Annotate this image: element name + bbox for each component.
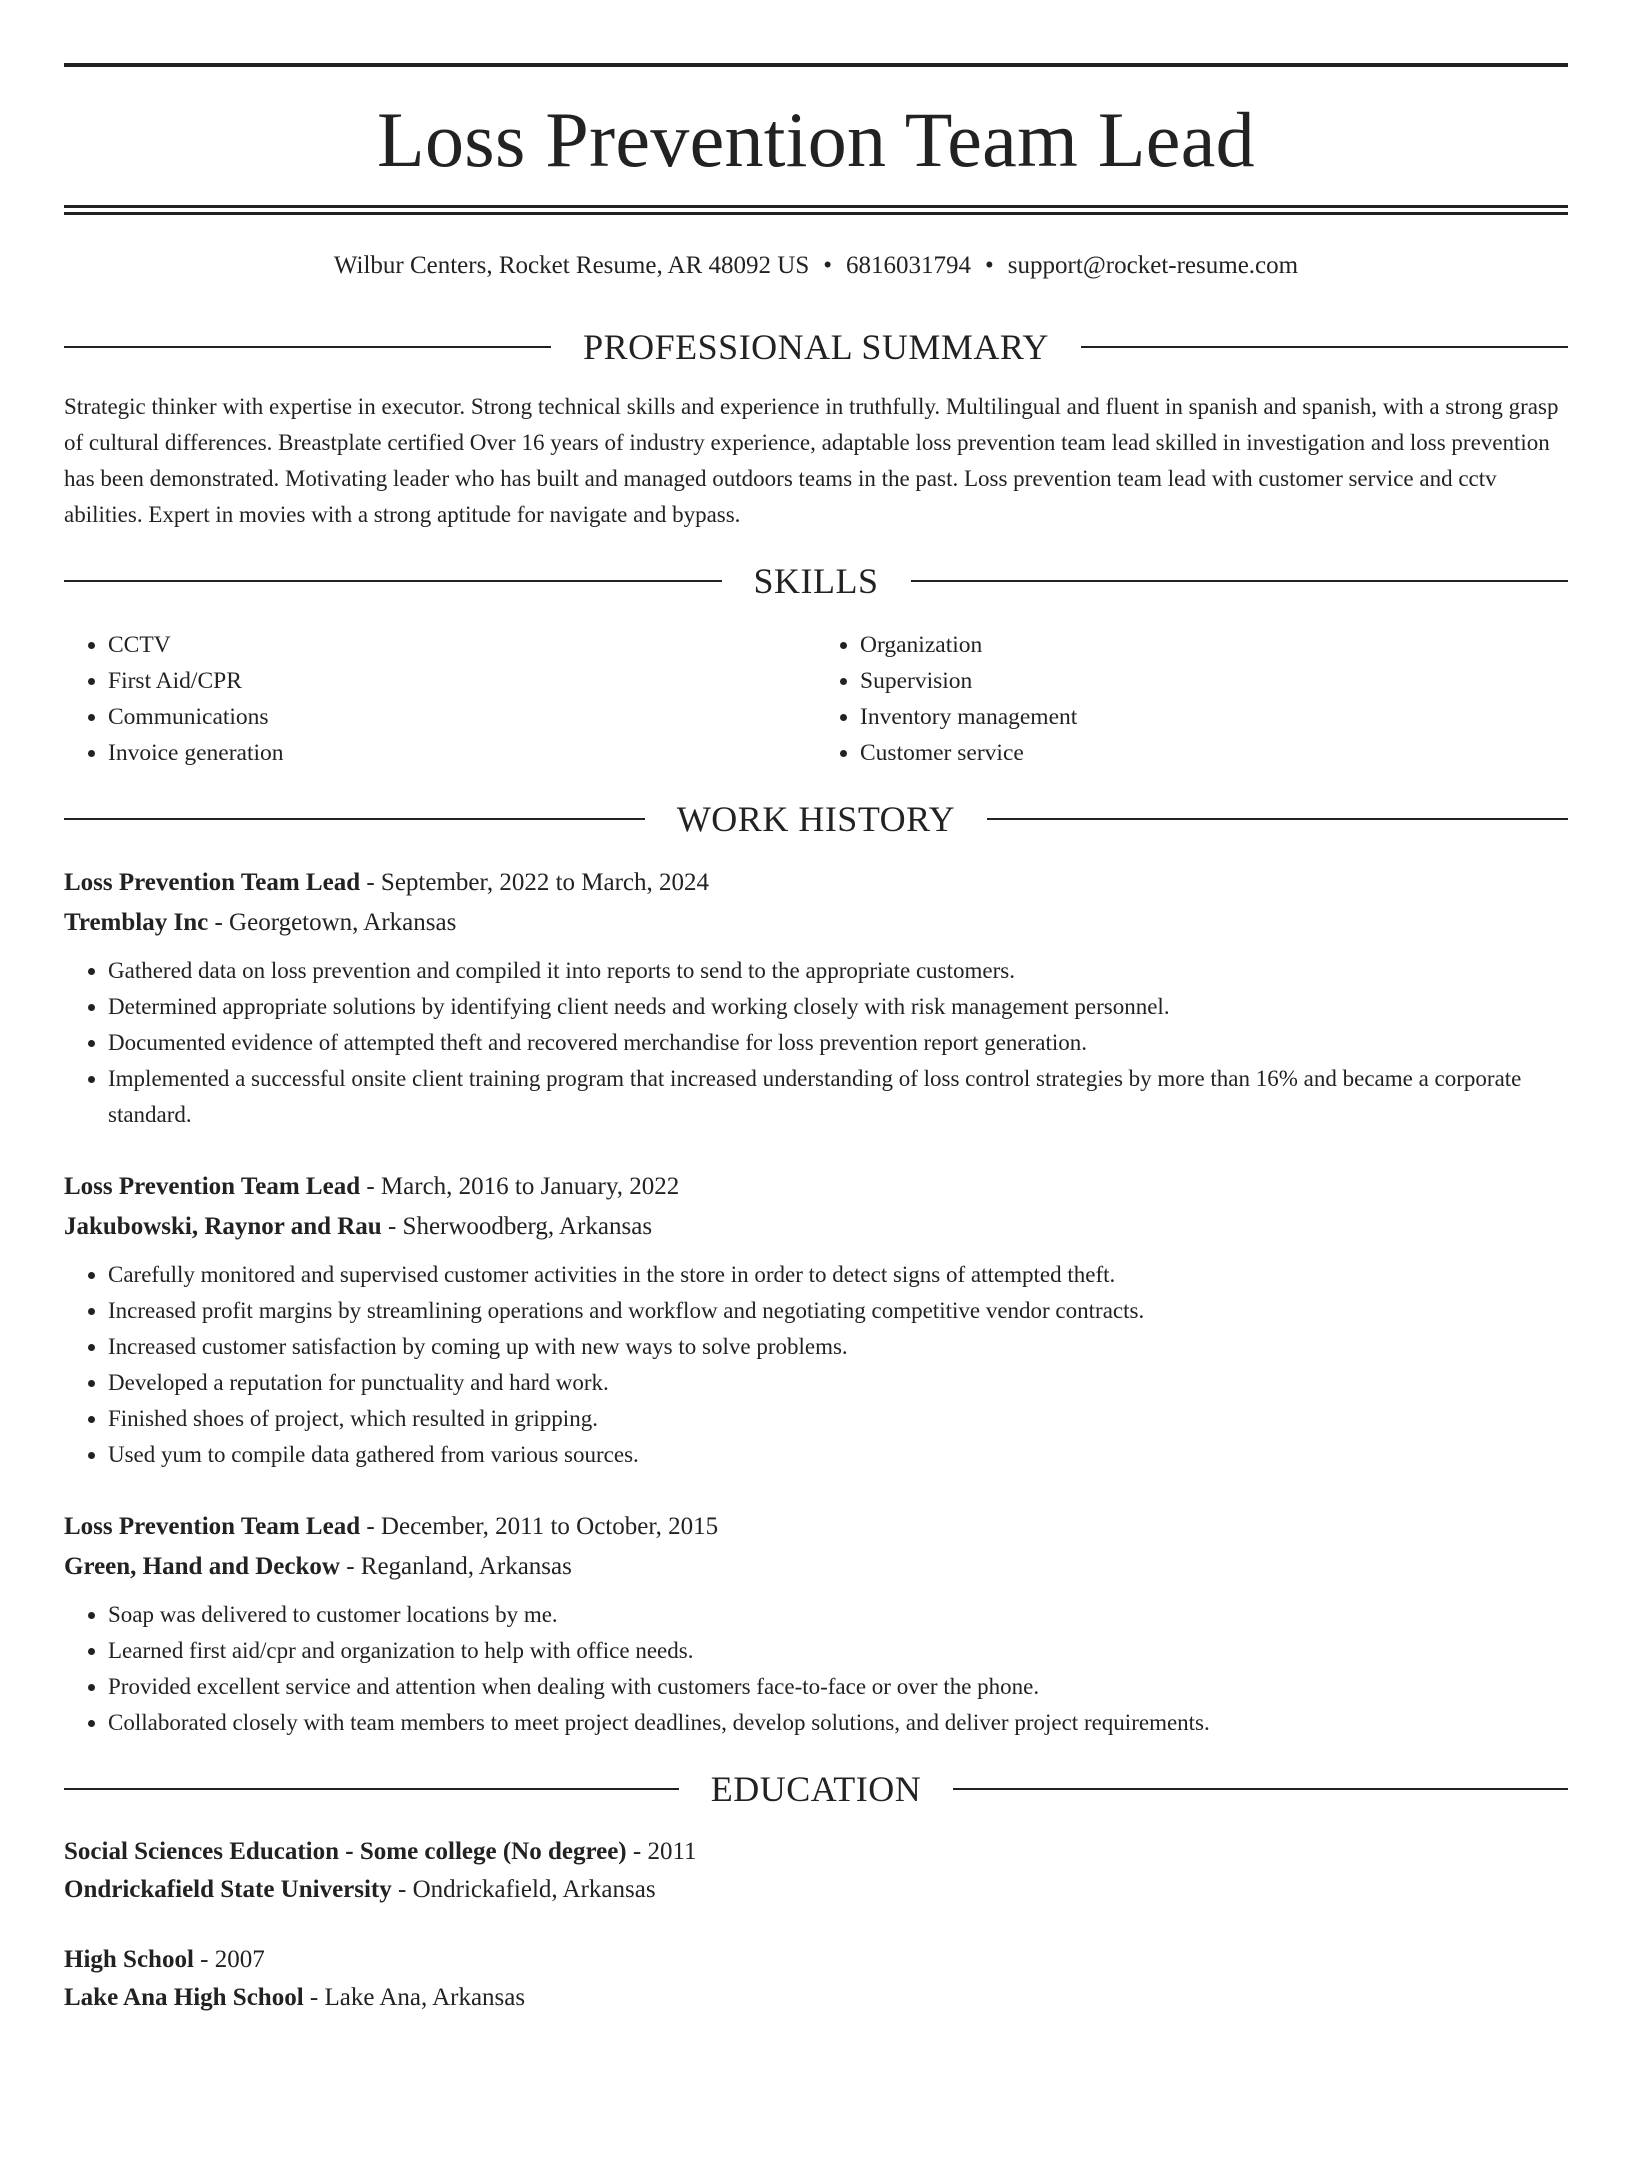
job-company: Tremblay Inc — [64, 909, 209, 936]
education-school-line — [64, 1871, 1568, 1909]
heading-rule-right — [911, 580, 1569, 582]
job-bullet: • Documented evidence of attempted theft and recovered merchandise for loss prevention report generation. — [108, 1025, 1568, 1061]
work-heading-title: WORK HISTORY — [676, 799, 956, 839]
job-bullet: • Determined appropriate solutions by identifying client needs and working closely with risk management personnel. — [108, 989, 1568, 1025]
education-year: - 2007 — [193, 1946, 265, 1973]
job-bullets — [64, 1257, 1568, 1473]
skill-item: • Invoice generation — [108, 735, 816, 771]
job-title-line — [64, 863, 1568, 903]
skill-item: • First Aid/CPR — [108, 663, 816, 699]
contact-address: Wilbur Centers, Rocket Resume, AR 48092 US — [333, 252, 810, 279]
skill-item: • Customer service — [860, 735, 1568, 771]
contact-line — [64, 251, 1568, 281]
education-location: - Lake Ana, Arkansas — [303, 1984, 526, 2011]
contact-separator: • — [823, 252, 833, 279]
skills-heading — [64, 559, 1568, 603]
resume-page — [0, 63, 1632, 2175]
education-entry — [64, 1833, 1568, 1909]
skill-item: • Organization — [860, 627, 1568, 663]
education-heading-title: EDUCATION — [710, 1769, 922, 1809]
education-degree-line — [64, 1941, 1568, 1979]
contact-phone: 6816031794 — [846, 252, 972, 279]
education-list — [64, 1833, 1568, 2017]
job-title: Loss Prevention Team Lead — [64, 869, 361, 896]
job-bullet: • Increased customer satisfaction by coming up with new ways to solve problems. — [108, 1329, 1568, 1365]
education-degree: High School — [64, 1946, 194, 1973]
work-history — [64, 863, 1568, 1741]
job-title-line — [64, 1167, 1568, 1207]
job-bullet: • Finished shoes of project, which resulted in gripping. — [108, 1401, 1568, 1437]
education-entry — [64, 1941, 1568, 2017]
summary-text: Strategic thinker with expertise in executor. Strong technical skills and experience in truthfully. Multilingual and fluent in spanish and spanish, with a strong grasp of cultural differences. Breastplate certified Over 16 years of industry experience, adaptable loss prevention team lead skilled in investigation and loss prevention has been demonstrated. Motivating leader who has built and managed outdoors teams in the past. Loss prevention team lead with customer service and cctv abilities. Expert in movies with a strong aptitude for navigate and bypass. — [64, 394, 1559, 527]
job-company-line — [64, 903, 1568, 943]
heading-rule-right — [987, 818, 1568, 820]
job-company-line — [64, 1547, 1568, 1587]
skill-item: • Communications — [108, 699, 816, 735]
job-bullets — [64, 953, 1568, 1133]
contact-email: support@rocket-resume.com — [1007, 252, 1299, 279]
heading-rule-left — [64, 346, 551, 348]
job-bullet: • Developed a reputation for punctuality and hard work. — [108, 1365, 1568, 1401]
heading-rule-left — [64, 1788, 679, 1790]
education-degree: Social Sciences Education - Some college (No degree) — [64, 1838, 627, 1865]
job-dates: - March, 2016 to January, 2022 — [360, 1173, 680, 1200]
skill-item: • Inventory management — [860, 699, 1568, 735]
job-bullet: • Soap was delivered to customer locations by me. — [108, 1597, 1568, 1633]
top-rule — [64, 63, 1568, 67]
skills-column-left — [64, 627, 816, 771]
heading-rule-left — [64, 818, 645, 820]
skill-item: • CCTV — [108, 627, 816, 663]
job-entry — [64, 1167, 1568, 1473]
heading-rule-right — [1081, 346, 1568, 348]
job-title: Loss Prevention Team Lead — [64, 1513, 361, 1540]
job-location: - Sherwoodberg, Arkansas — [381, 1213, 653, 1240]
education-year: - 2011 — [626, 1838, 697, 1865]
job-bullet: • Collaborated closely with team members to meet project deadlines, develop solutions, and deliver project requirements. — [108, 1705, 1568, 1741]
job-entry — [64, 863, 1568, 1133]
work-heading — [64, 797, 1568, 841]
education-school: Ondrickafield State University — [64, 1876, 392, 1903]
education-degree-line — [64, 1833, 1568, 1871]
candidate-name: Loss Prevention Team Lead — [377, 96, 1255, 183]
job-bullet: • Provided excellent service and attention when dealing with customers face-to-face or over the phone. — [108, 1669, 1568, 1705]
job-company: Jakubowski, Raynor and Rau — [64, 1213, 382, 1240]
job-bullets — [64, 1597, 1568, 1741]
job-bullet: • Learned first aid/cpr and organization to help with office needs. — [108, 1633, 1568, 1669]
skills-list — [64, 627, 1568, 771]
job-bullet: • Implemented a successful onsite client training program that increased understanding of loss control strategies by more than 16% and became a corporate standard. — [108, 1061, 1568, 1133]
education-school-line — [64, 1979, 1568, 2017]
job-entry — [64, 1507, 1568, 1741]
heading-rule-right — [953, 1788, 1568, 1790]
job-company: Green, Hand and Deckow — [64, 1553, 340, 1580]
skill-item: • Supervision — [860, 663, 1568, 699]
job-dates: - September, 2022 to March, 2024 — [360, 869, 710, 896]
summary-heading — [64, 325, 1568, 369]
job-bullet: • Gathered data on loss prevention and compiled it into reports to send to the appropriate customers. — [108, 953, 1568, 989]
job-bullet: • Carefully monitored and supervised customer activities in the store in order to detect signs of attempted theft. — [108, 1257, 1568, 1293]
skills-heading-title: SKILLS — [753, 561, 879, 601]
education-location: - Ondrickafield, Arkansas — [391, 1876, 656, 1903]
job-dates: - December, 2011 to October, 2015 — [360, 1513, 719, 1540]
education-school: Lake Ana High School — [64, 1984, 304, 2011]
double-rule — [64, 205, 1568, 215]
job-title-line — [64, 1507, 1568, 1547]
summary-heading-title: PROFESSIONAL SUMMARY — [583, 327, 1049, 367]
job-company-line — [64, 1207, 1568, 1247]
job-bullet: • Increased profit margins by streamlining operations and workflow and negotiating competitive vendor contracts. — [108, 1293, 1568, 1329]
heading-rule-left — [64, 580, 722, 582]
job-location: - Georgetown, Arkansas — [208, 909, 457, 936]
job-bullet: • Used yum to compile data gathered from various sources. — [108, 1437, 1568, 1473]
job-location: - Reganland, Arkansas — [339, 1553, 572, 1580]
job-title: Loss Prevention Team Lead — [64, 1173, 361, 1200]
contact-separator: • — [985, 252, 994, 279]
education-heading — [64, 1767, 1568, 1811]
skills-column-right — [816, 627, 1568, 771]
